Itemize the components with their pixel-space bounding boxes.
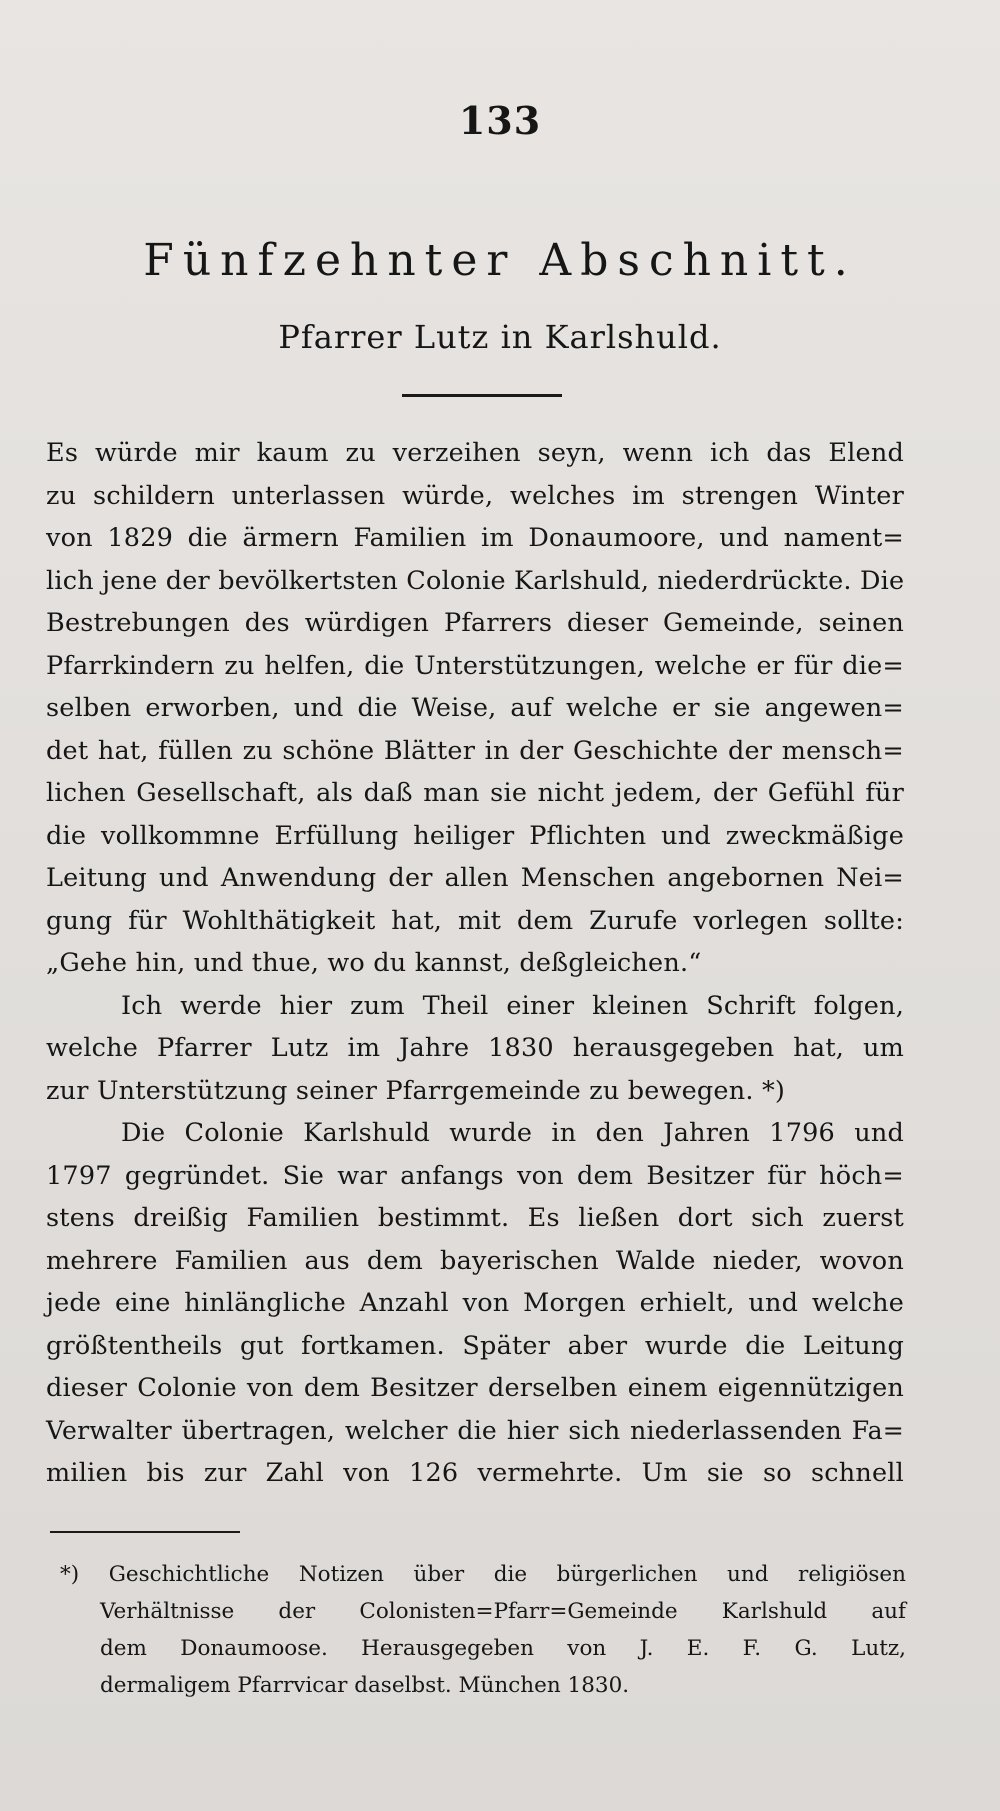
body-text <box>46 432 904 1495</box>
body-line: die vollkommne Erfüllung heiliger Pflichten und zweckmäßige <box>46 820 904 851</box>
chapter-subtitle: Pfarrer Lutz in Karlshuld. <box>278 318 722 356</box>
footnote-line: dem Donaumoose. Herausgegeben von J. E. F. G. Lutz, <box>100 1636 906 1661</box>
body-line: stens dreißig Familien bestimmt. Es ließen dort sich zuerst <box>46 1203 904 1233</box>
body-line: jede eine hinlängliche Anzahl von Morgen erhielt, und welche <box>46 1288 904 1318</box>
body-line: welche Pfarrer Lutz im Jahre 1830 herausgegeben hat, um <box>46 1033 904 1063</box>
footnote-line: Verhältnisse der Colonisten=Pfarr=Gemeinde Karlshuld auf <box>100 1599 906 1624</box>
body-line: zu schildern unterlassen würde, welches im strengen Winter <box>46 480 904 511</box>
body-line: gung für Wohlthätigkeit hat, mit dem Zurufe vorlegen sollte: <box>46 905 904 936</box>
footnote <box>60 1556 906 1704</box>
body-line: Ich werde hier zum Theil einer kleinen Schrift folgen, <box>121 990 904 1021</box>
body-line: lichen Gesellschaft, als daß man sie nicht jedem, der Gefühl für <box>46 778 904 808</box>
body-line: Bestrebungen des würdigen Pfarrers dieser Gemeinde, seinen <box>46 608 904 638</box>
body-line: det hat, füllen zu schöne Blätter in der Geschichte der mensch= <box>46 735 904 766</box>
footnote-divider <box>50 1531 240 1533</box>
body-line: selben erworben, und die Weise, auf welche er sie angewen= <box>46 693 904 723</box>
body-line: dieser Colonie von dem Besitzer derselben einem eigennützigen <box>46 1373 904 1403</box>
body-line: größtentheils gut fortkamen. Später aber wurde die Leitung <box>46 1330 904 1361</box>
body-line: Verwalter übertragen, welcher die hier sich niederlassenden Fa= <box>46 1415 904 1445</box>
footnote-line: *) Geschichtliche Notizen über die bürgerlichen und religiösen <box>60 1562 906 1587</box>
body-line: „Gehe hin, und thue, wo du kannst, deßgleichen.“ <box>46 948 702 978</box>
body-line: Pfarrkindern zu helfen, die Unterstützungen, welche er für die= <box>46 650 904 681</box>
body-line: zur Unterstützung seiner Pfarrgemeinde zu bewegen. *) <box>46 1075 786 1106</box>
footnote-line: dermaligem Pfarrvicar daselbst. München 1830. <box>100 1673 630 1698</box>
title-divider <box>402 394 562 397</box>
body-line: mehrere Familien aus dem bayerischen Walde nieder, wovon <box>46 1245 904 1276</box>
chapter-title: Fünfzehnter Abschnitt. <box>143 235 857 286</box>
body-line: Leitung und Anwendung der allen Menschen angebornen Nei= <box>46 863 904 893</box>
body-line: milien bis zur Zahl von 126 vermehrte. Um sie so schnell <box>46 1458 904 1488</box>
body-line: 1797 gegründet. Sie war anfangs von dem Besitzer für höch= <box>46 1160 904 1191</box>
body-line: lich jene der bevölkertsten Colonie Karlshuld, niederdrückte. Die <box>46 565 905 596</box>
page-number: 133 <box>458 98 542 143</box>
body-line: Es würde mir kaum zu verzeihen seyn, wenn ich das Elend <box>46 438 904 468</box>
body-line: Die Colonie Karlshuld wurde in den Jahren 1796 und <box>121 1118 904 1148</box>
body-line: von 1829 die ärmern Familien im Donaumoore, und nament= <box>46 523 904 553</box>
